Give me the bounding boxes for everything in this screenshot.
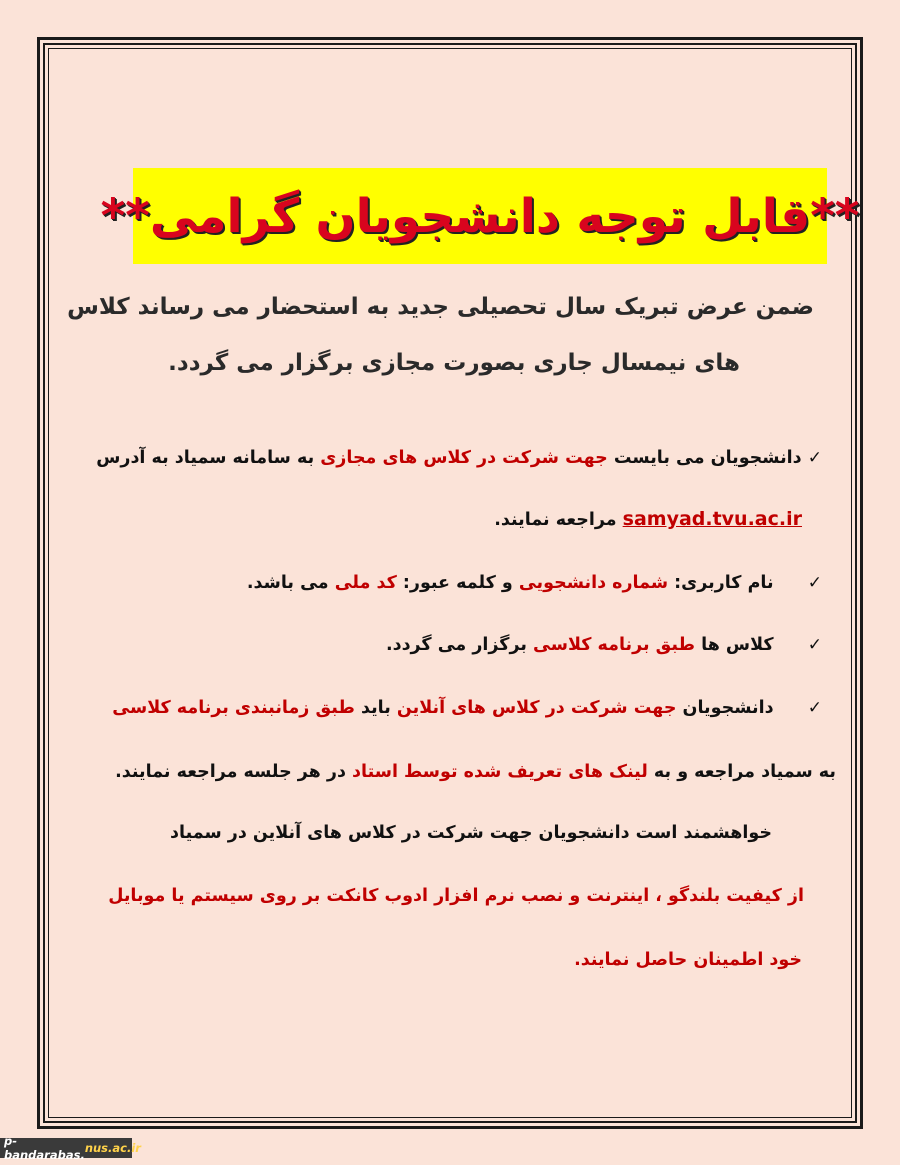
item-3-line [386, 635, 822, 655]
item-4-line-2 [115, 762, 836, 782]
check-icon: ✓ [807, 448, 822, 468]
item-4-text-e: به سمیاد مراجعه و به [647, 762, 836, 782]
item-4-text-b: جهت شرکت در کلاس های آنلاین [396, 698, 677, 718]
item-2-text-d: کد ملی [334, 573, 397, 593]
item-2-text-b: شماره دانشجویی [518, 573, 669, 593]
item-3-text-c: برگزار می گردد. [385, 635, 534, 655]
item-4-text-f: لینک های تعریف شده توسط استاد [352, 762, 648, 782]
watermark-prefix: p-bandarabas. [4, 1134, 85, 1162]
item-2-text-c: و کلمه عبور: [396, 573, 519, 593]
item-4-line-1 [112, 698, 822, 718]
check-icon: ✓ [807, 635, 822, 655]
page-title: **قابل توجه دانشجویان گرامی** [100, 188, 860, 244]
item-1-text-b: جهت شرکت در کلاس های مجازی [320, 448, 608, 468]
item-1-line-1 [96, 448, 822, 468]
item-4-text-c: باید [354, 698, 397, 718]
item-3-text-b: طبق برنامه کلاسی [533, 635, 696, 655]
closing-line-2: از کیفیت بلندگو ، اینترنت و نصب نرم افزار ادوب کانکت بر روی سیستم یا موبایل [108, 886, 804, 906]
site-watermark [0, 1134, 141, 1162]
item-1-text-a: دانشجویان می بایست [607, 448, 802, 468]
item-4-text-g: در هر جلسه مراجعه نمایند. [115, 762, 353, 782]
samyad-link[interactable]: samyad.tvu.ac.ir [622, 508, 802, 530]
closing-line-3: خود اطمینان حاصل نمایند. [574, 950, 802, 970]
item-2-line [247, 573, 822, 593]
item-1-text-d: مراجعه نمایند. [494, 510, 623, 530]
intro-line-1: ضمن عرض تبریک سال تحصیلی جدید به استحضار می رساند کلاس [67, 294, 814, 320]
item-2-text-a: نام کاربری: [668, 573, 774, 593]
item-4-text-d: طبق زمانبندی برنامه کلاسی [112, 698, 355, 718]
check-icon: ✓ [807, 698, 822, 718]
item-4-text-a: دانشجویان [676, 698, 774, 718]
item-1-line-2 [494, 508, 802, 530]
watermark-domain: nus.ac.ir [84, 1141, 141, 1155]
item-1-text-c: به سامانه سمیاد به آدرس [96, 448, 321, 468]
closing-line-1: خواهشمند است دانشجویان جهت شرکت در کلاس های آنلاین در سمیاد [170, 823, 772, 843]
item-3-text-a: کلاس ها [695, 635, 774, 655]
title-banner [100, 168, 860, 264]
check-icon: ✓ [807, 573, 822, 593]
item-2-text-e: می باشد. [246, 573, 335, 593]
intro-line-2: های نیمسال جاری بصورت مجازی برگزار می گردد. [168, 350, 740, 376]
